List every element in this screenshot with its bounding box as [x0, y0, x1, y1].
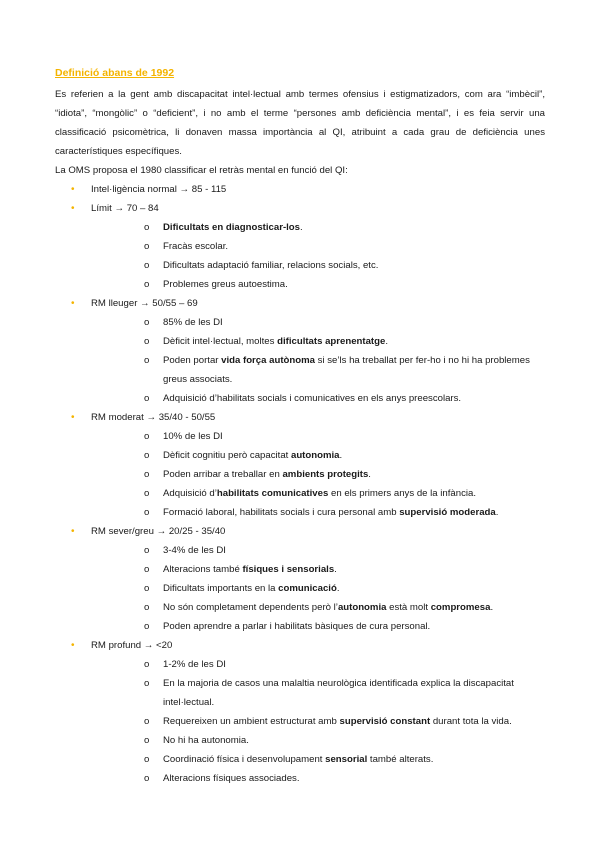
text-run: Dèficit intel·lectual, moltes [163, 336, 278, 347]
emphasis-text: ambients protegits [282, 469, 369, 480]
item-text [163, 488, 476, 499]
list-item [91, 351, 545, 389]
text-run: Dificultats importants en la [163, 583, 279, 594]
sub-bullet-icon: o [144, 602, 150, 613]
item-text [163, 773, 300, 784]
text-run: 3-4% de les DI [163, 545, 226, 556]
emphasis-text: autonomia [337, 602, 387, 613]
level-label: Intel·ligència normal → 85 - 115 [91, 184, 227, 195]
item-text [163, 355, 530, 385]
list-item [91, 313, 545, 332]
sub-bullet-icon: o [144, 336, 150, 347]
text-run: Poden arribar a treballar en [163, 469, 283, 480]
item-text [163, 621, 430, 632]
sub-bullet-icon: o [144, 659, 150, 670]
sub-bullet-icon: o [144, 735, 150, 746]
text-run: Dèficit cognitiu però capacitat [163, 450, 291, 461]
item-text [163, 450, 342, 461]
item-text [163, 469, 371, 480]
item-text [163, 241, 228, 252]
sub-list [91, 655, 545, 788]
text-run: En la majoria de casos una malaltia neurològica identificada explica la discapacitat intel·lectual. [163, 678, 514, 708]
text-run: Alteracions també [163, 564, 243, 575]
item-text [163, 754, 433, 765]
text-run: Coordinació física i desenvolupament [163, 754, 326, 765]
text-run: durant tota la vida. [430, 716, 512, 727]
oms-intro-line: La OMS proposa el 1980 classificar el retràs mental en funció del QI: [55, 165, 348, 176]
bullet-icon: • [71, 412, 75, 423]
item-text [163, 393, 461, 404]
sub-bullet-icon: o [144, 621, 150, 632]
item-text [163, 317, 223, 328]
bullet-icon: • [71, 184, 75, 195]
text-run: . [300, 222, 303, 233]
sub-list [91, 541, 545, 636]
bullet-icon: • [71, 640, 75, 651]
list-item [91, 237, 545, 256]
item-text [163, 431, 223, 442]
intro-paragraph: Es referien a la gent amb discapacitat intel·lectual amb termes ofensius i estigmatizadors, com ara “imbècil”, “idiota”, “mongòlic” o “deficient”, i no amb el terme “persones amb deficiència mental”, i es feia servir una classificació psicomètrica, li donaven massa importància al QI, atribuint a cada grau de deficiència unes característiques específiques. [55, 89, 545, 157]
emphasis-text: habilitats comunicatives [216, 488, 329, 499]
sub-bullet-icon: o [144, 773, 150, 784]
sub-bullet-icon: o [144, 469, 150, 480]
level-label: Límit → 70 – 84 [91, 203, 159, 214]
classification-list [55, 180, 545, 788]
list-item [91, 275, 545, 294]
text-run: . [334, 564, 337, 575]
text-run: si se’ls ha treballat per fer-ho i no hi ha problemes greus associats. [163, 355, 530, 385]
list-item [91, 769, 545, 788]
sub-bullet-icon: o [144, 545, 150, 556]
list-item [91, 541, 545, 560]
sub-list [91, 218, 545, 294]
item-text [163, 260, 378, 271]
emphasis-text: supervisió constant [339, 716, 431, 727]
sub-bullet-icon: o [144, 317, 150, 328]
sub-bullet-icon: o [144, 507, 150, 518]
emphasis-text: comunicació [278, 583, 337, 594]
list-item [91, 560, 545, 579]
item-text [163, 545, 226, 556]
sub-bullet-icon: o [144, 754, 150, 765]
text-run: Requereixen un ambient estructurat amb [163, 716, 340, 727]
emphasis-text: dificultats aprenentatge [277, 336, 386, 347]
item-text [163, 678, 514, 708]
text-run: . [336, 583, 340, 594]
emphasis-text: Dificultats en diagnosticar-los [163, 222, 301, 233]
list-item [91, 389, 545, 408]
emphasis-text: sensorial [325, 754, 368, 765]
item-text [163, 507, 498, 518]
text-run: Adquisició d’habilitats socials i comunicatives en els anys preescolars. [163, 393, 462, 404]
item-text [163, 659, 226, 670]
text-run: està molt [386, 602, 431, 613]
text-run: . [339, 450, 343, 461]
text-run: No hi ha autonomia. [163, 735, 249, 746]
level-label: RM moderat → 35/40 - 50/55 [91, 412, 216, 423]
sub-bullet-icon: o [144, 279, 150, 290]
classification-level [55, 522, 545, 636]
list-item [91, 427, 545, 446]
sub-list [91, 427, 545, 522]
text-run: també alterats. [367, 754, 434, 765]
list-item [91, 750, 545, 769]
text-run: 1-2% de les DI [163, 659, 226, 670]
bullet-icon: • [71, 203, 75, 214]
sub-bullet-icon: o [144, 393, 150, 404]
list-item [91, 332, 545, 351]
list-item [91, 503, 545, 522]
document-page [55, 64, 545, 788]
sub-bullet-icon: o [144, 450, 150, 461]
text-run: Alteracions físiques associades. [163, 773, 300, 784]
item-text [163, 564, 337, 575]
sub-bullet-icon: o [144, 716, 150, 727]
text-run: Fracàs escolar. [163, 241, 229, 252]
list-item [91, 484, 545, 503]
bullet-icon: • [71, 298, 75, 309]
text-run: Poden portar [163, 355, 222, 366]
level-label: RM sever/greu → 20/25 - 35/40 [91, 526, 226, 537]
section-heading: Definició abans de 1992 [55, 67, 175, 79]
emphasis-text: físiques i sensorials [242, 564, 335, 575]
item-text [163, 222, 303, 233]
list-item [91, 674, 545, 712]
text-run: Dificultats adaptació familiar, relacions socials, etc. [163, 260, 379, 271]
sub-list [91, 313, 545, 408]
text-run: Problemes greus autoestima. [163, 279, 288, 290]
item-text [163, 716, 512, 727]
sub-bullet-icon: o [144, 222, 150, 233]
sub-bullet-icon: o [144, 583, 150, 594]
text-run: 85% de les DI [163, 317, 223, 328]
item-text [163, 735, 249, 746]
classification-level [55, 636, 545, 788]
item-text [163, 279, 288, 290]
emphasis-text: compromesa [430, 602, 491, 613]
list-item [91, 446, 545, 465]
list-item [91, 465, 545, 484]
text-run: Poden aprendre a parlar i habilitats bàsiques de cura personal. [163, 621, 431, 632]
classification-level [55, 294, 545, 408]
sub-bullet-icon: o [144, 678, 150, 689]
item-text [163, 336, 388, 347]
text-run: Adquisició d’ [163, 488, 217, 499]
list-item [91, 579, 545, 598]
text-run: No són completament dependents però l’ [163, 602, 338, 613]
sub-bullet-icon: o [144, 488, 150, 499]
sub-bullet-icon: o [144, 241, 150, 252]
text-run: . [490, 602, 494, 613]
item-text [163, 602, 493, 613]
list-item [91, 712, 545, 731]
item-text [163, 583, 340, 594]
classification-level [55, 180, 545, 199]
text-run: Formació laboral, habilitats socials i cura personal amb [163, 507, 400, 518]
text-run: en els primers anys de la infància. [328, 488, 477, 499]
emphasis-text: vida força autònoma [221, 355, 315, 366]
emphasis-text: autonomia [290, 450, 340, 461]
list-item [91, 655, 545, 674]
list-item [91, 218, 545, 237]
sub-bullet-icon: o [144, 564, 150, 575]
list-item [91, 617, 545, 636]
text-run: . [368, 469, 371, 480]
emphasis-text: supervisió moderada [399, 507, 496, 518]
text-run: 10% de les DI [163, 431, 223, 442]
text-run: . [385, 336, 388, 347]
bullet-icon: • [71, 526, 75, 537]
sub-bullet-icon: o [144, 431, 150, 442]
list-item [91, 731, 545, 750]
classification-level [55, 199, 545, 294]
level-label: RM lleuger → 50/55 – 69 [91, 298, 198, 309]
sub-bullet-icon: o [144, 260, 150, 271]
list-item [91, 598, 545, 617]
level-label: RM profund → <20 [91, 640, 173, 651]
list-item [91, 256, 545, 275]
text-run: . [495, 507, 499, 518]
classification-level [55, 408, 545, 522]
sub-bullet-icon: o [144, 355, 150, 366]
